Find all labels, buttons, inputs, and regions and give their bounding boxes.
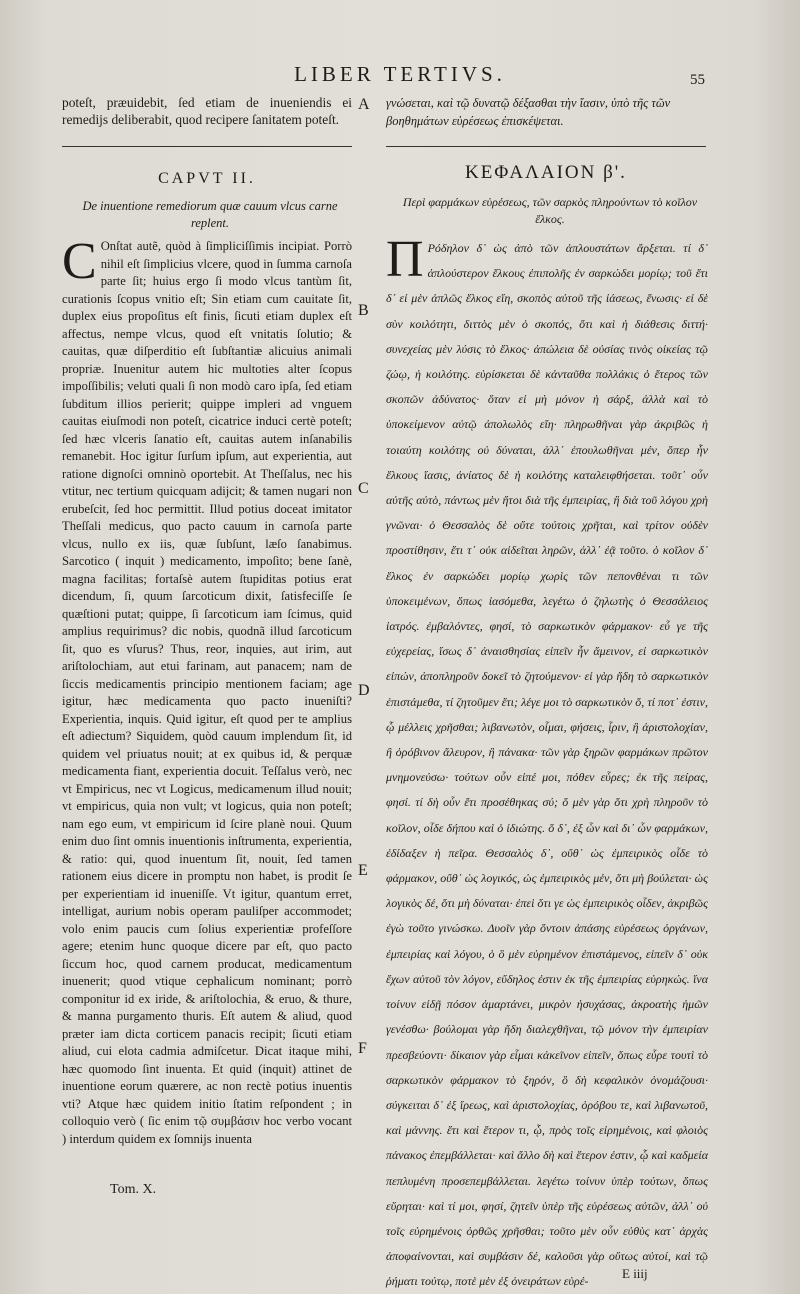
latin-body bbox=[62, 233, 352, 1148]
margin-letter-a: A bbox=[358, 96, 370, 113]
greek-chapter-subtitle: Περὶ φαρμάκων εὑρέσεως, τῶν σαρκὸς πληρούντων τὸ κοῖλον ἕλκος. bbox=[402, 195, 698, 226]
greek-continuation: γνώσεται, καὶ τῷ δυνατῷ δέξασθαι τὴν ἴασιν, ὑπὸ τῆς τῶν βοηθημάτων εὑρέσεως ἐπισκέψεται. bbox=[386, 96, 671, 128]
greek-chapter-heading: ΚΕΦΑΛΑΙΟΝ β'. bbox=[465, 162, 627, 183]
latin-continuation: poteſt, præuidebit, ſed etiam de inueniendis ei remedijs deliberabit, quod recipere ſanitatem poteſt. bbox=[62, 95, 352, 127]
greek-drop-cap: Π bbox=[386, 231, 424, 288]
greek-divider bbox=[386, 146, 706, 147]
volume-mark: Tom. X. bbox=[110, 1182, 157, 1197]
margin-letter-e: E bbox=[358, 862, 368, 879]
latin-divider bbox=[62, 146, 352, 147]
greek-body bbox=[386, 231, 708, 1294]
latin-drop-cap: C bbox=[62, 233, 97, 290]
latin-chapter-subtitle: De inuentione remediorum quæ cauum vlcus carne replent. bbox=[82, 199, 338, 230]
margin-letter-c: C bbox=[358, 480, 369, 497]
greek-body-text: Ρόδηλον δ᾽ ὡς ἀπὸ τῶν ἁπλουστάτων ἄρξεται. τί δ᾽ ἁπλούστερον ἕλκους ἐπιπολῆς ἐν σαρκώδει μορίῳ; τοῦ ἔτι δ᾽ εἰ μὲν ἁπλῶς ἕλκος εἴη, σκοπὸς αὐτοῦ τῆς ἰάσεως, ἕνωσις· εἰ δὲ σὺν κοιλότητι, διττὸς μὲν ὁ σκοπός, ὅτι καὶ ἡ διάθεσις διττή· συνεχείας μὲν λύσις τὸ ἕλκος· ἀπώλεια δὲ οὐσίας τινὸς οἰκείας τῷ ζώῳ, ἡ κοιλότης. εὑρίσκεται δὲ κἀνταῦθα πολλάκις ὁ ἕτερος τῶν σκοπῶν ἀδύνατος· ὅταν εἰ μὴ μόνον ἡ σάρξ, ἀλλὰ καὶ τὸ ὑποκείμενον αὐτῷ ἀπολωλὸς εἴη· πληρωθῆναι γὰρ ἀκριβῶς ἡ τοιαύτη κοιλότης οὐ δύναται, ἀλλ᾽ ἐπουλωθῆναι μέν, ὅπερ ἦν ἕλκους ἴασις, ἀνίατος δὲ ἡ κοιλότης καταλειφθήσεται. τοῦτ᾽ οὖν αὐτῆς αὐτὸ, πάντως μὲν ἤτοι διὰ τῆς ἐμπειρίας, ἢ διὰ τοῦ λόγου χρὴ γνῶναι· ὁ Θεσσαλὸς δὲ οὔτε τούτοις χρῆται, καὶ τρίτον οὐδὲν προστίθησιν, ἔτι τ᾽ οὐκ αἰδεῖται ληρῶν, ἀλλ᾽ ἐᾷ τοῦτο. ὁ κοῖλον δ᾽ ἕλκος ἐν σαρκώδει μορίῳ χωρὶς τῶν πεπονθέναι τι τῶν ὑποκειμένων, ὅπως ἰασόμεθα, λεγέτω ὁ ζηλωτὴς ὁ Θεσσάλειος ἰατρός. ἐμβαλόντες, φησί, τὸ σαρκωτικὸν φάρμακον· εὖ γε τῆς εὐχερείας, ἴσως δ᾽ ἀναισθησίας εἰπεῖν ἦν ἄμεινον, εἰ σαρκωτικὸν εἰπών, ἀποπληροῦν δοκεῖ τὸ ζητούμενον· εἰ γὰρ ἤδη τὸ σαρκωτικὸν ἐπιστάμεθα, τί ζητοῦμεν ἔτι; λέγε μοι τὸ σαρκωτικὸν ὅ, τί ποτ᾽ ἐστιν, ᾧ μέλλεις χρῆσθαι; λιβανωτὸν, οἶμαι, φήσεις, ἶριν, ἢ ἀριστολοχίαν, ἢ ὀρόβινον ἄλευρον, ἢ πάνακα· τῶν γὰρ ξηρῶν φαρμάκων πρῶτον μνημονεύσω· τούτων οὖν εἰπέ μοι, πόθεν εὗρες; ἐκ τῆς πείρας, φησί. τί δὴ οὖν ἔτι προσέθηκας σύ; ὅ μὲν γὰρ ὅτι χρὴ πληροῦν τὸ κοῖλον, οἶδε δήπου καὶ ὁ ἰδιώτης. ὅ δ᾽, ἐξ ὧν καὶ δι᾽ ὧν φαρμάκων, ἐδίδαξεν ἡ πεῖρα. Θεσσαλὸς δ᾽, οὔθ᾽ ὡς ἐμπειρικὸς οἶδε τὸ φάρμακον, οὔθ᾽ ὡς λογικός, ὡς ἐμπειρικὸς μέν, ὅτι μὴ βούλεται· ὡς λογικὸς δέ, ὅτι μὴ δύναται· ἐπεὶ ὅτι γε ὡς ἐμπειρικὸς οἶδεν, ἀκριβῶς ἐγὼ τοῦτο γινώσκω. Δυοῖν γὰρ ὄντοιν ἁπάσης εὑρέσεως ὀργάνων, ἐμπειρίας καὶ λόγου, ὁ ὃ μὲν εὑρημένον ἐπιστάμενος, εἰπεῖν δ᾽ οὐκ ἔχων αὐτοῦ τὸν λόγον, εὔδηλος ἐστιν ἐκ τῆς ἐμπειρίας εὑρηκώς. ἵνα τοίνυν εἰδῇ πόσον ἁμαρτάνει, μικρὸν ἡσυχάσας, ἀκροατὴς ἡμῶν γενέσθω· βούλομαι γὰρ ἤδη διαλεχθῆναι, τῷ μόνον τὴν ἐμπειρίαν πρεσβεύοντι· δίκαιον γὰρ εἶμαι κἀκεῖνον εἰπεῖν, ὅπως εὗρε τουτὶ τὸ σαρκωτικὸν φάρμακον τὸ ξηρόν, ὃ δὴ κεφαλικὸν ὀνομάζουσι· σύγκειται δ᾽ ἐξ ἴρεως, καὶ ἀριστολοχίας, ὀρόβου τε, καὶ λιβανωτοῦ, καὶ μάννης. ἔτι καὶ ἕτερον τι, ᾧ, πρὸς τοῖς εἰρημένοις, καὶ φλοιὸς πάνακος ἐπεμβάλλεται· καὶ ἄλλο δὴ καὶ ἕτερον ἐστιν, ᾧ καὶ καδμεία πεπλυμένη προσεπεμβάλλεται. λεγέτω τοίνυν ὑπὲρ τούτων, ὅπως εὕρηται· καὶ τί μοι, φησί, ζητεῖν ὑπὲρ τῆς εὑρέσεως αὐτῶν, ἀλλ᾽ οὐ τοῖς εὑρημένοις ὀρθῶς χρῆσθαι; τοῦτο μὲν οὖν εὐθὺς κατ᾽ ἀρχὰς ἀποφαίνονται, καὶ συμβάσιν δέ, καλοῦσι γὰρ οὕτως αὐτοί, καὶ τῷ ῥήματι τούτῳ, ποτὲ μὲν ἐξ ὀνειράτων εὑρέ- bbox=[386, 241, 708, 1289]
latin-chapter-heading: CAPVT II. bbox=[158, 170, 256, 187]
page-number: 55 bbox=[690, 72, 705, 88]
signature-mark: E iiij bbox=[622, 1266, 648, 1281]
running-title: LIBER TERTIVS. bbox=[294, 62, 506, 86]
margin-letter-d: D bbox=[358, 682, 370, 699]
latin-body-text: Onſtat autẽ, quòd à ſimpliciſſimis incipiat. Porrò nihil eſt ſimplicius vlcere, quod in ſumma carnoſa parte ſit; huius ergo ſi modo vlcus tantùm ſit, curationis ſcopus vnitio eſt; Sin etiam cum cauitate ſit, duplex eius propoſitus eſt finis, ſicuti etiam duplex eſt affectus, nempe vlcus, quod eſt vnitatis ſolutio; & cauitas, quæ diſperditio eſt ſubſtantiæ alicuius animali propriæ. Inuenitur autem hic multoties alter ſcopus impoſſibilis; veluti quali ſi non modò caro ipſa, ſed etiam ſubditum illios perierit; quippe impleri ad vnguem cauitas eiuſmodi non poteſt, cicatrice induci certè poteſt; ſed hæc vlceris ſanatio eſt, cauitas autem inſanabilis remanebit. Hoc igitur ſurſum ipſum, aut experientia, aut ratione dignoſci omninò oportebit. At Theſſalus, nec his vtitur, nec tertium quicquam adijcit; & tamen nugari non erubeſcit, ſed hoc permittit. Illud potius doceat imitator Theſſali medicus, quo pacto cauum in carnoſa parte vlcus, nullo ex iis, quæ ſubſunt, læſo ſanabimus. Sarcotico ( inquit ) medicamento, impoſito; bene ſanè, magna facilitas; fortaſsè autem ſtupiditas potius erat dicendum, ſi, quum ſarcoticum dixit, ſatisfeciſſe ſe quæſtioni putat; quippe, ſi ſarcoticum iam ſcimus, quid amplius requirimus? dic nobis, quodnã illud ſarcoticum ſit, quo es vſurus? Thus, reor, inquies, aut irim, aut ariſtolochiam, aut etui farinam, aut panacem; nam de ſiccis medicamentis principio mentionem faciam; age igitur, hæc medicamenta quo pacto inueniſti? Experientia, inquis. Quid igitur, eſt quod per te amplius eſt adiectum? Siquidem, quòd cauum implendum ſit, id quidem vel priuatus nouit; at ex quibus id, & perquæ medicamenta fiant, experientia docuit. Teſſalus verò, nec vt Empiricus, nec vt Logicus, medicamenum illud nouit; vt empiricus, quia non vult; vt logicus, quia non poteſt; nam ego eum, vt empiricum id ſcire planè noui. Quum enim duo ſint omnis inuentionis inſtrumenta, experientia, & ratio: qui, quod inuentum ſit, nouit, ſed tamen rationem eius dicere in promptu non habet, is prodit ſe per experientiam id inueniſſe. Vt igitur, quantum erret, intelligat, aurium nobis operam pauliſper accommodet; volo enim paucis cum ſolius experientiæ profeſſore agere; etenim hunc quoque dicere par eſt, quo pacto ſiccum hoc, quod carnem producat, medicamentum inuenerit; quod vtique cephalicum nominant; porrò componitur id ex iride, & ariſtolochia, & eruo, & thure, & manna purgamento thuris. Eſt autem & aliud, quod præter iam dicta corticem panacis recipit; ſicuti etiam aliud, cui elota cadmia admiſcetur. Dicat itaque mihi, hæc quomodo ſint inuenta. Et quid (inquit) attinet de inuentione eorum quærere, ac non rectè potius inuentis vti? Atque hæc quidem initio ſtatim reſpondent ; in colloquio verò ( ſic enim τῷ συμβάσιν hoc verbo vocant ) interdum quidem ex ſomnijs inuenta bbox=[62, 239, 352, 1146]
margin-letter-b: B bbox=[358, 302, 369, 319]
margin-letter-f: F bbox=[358, 1040, 367, 1057]
